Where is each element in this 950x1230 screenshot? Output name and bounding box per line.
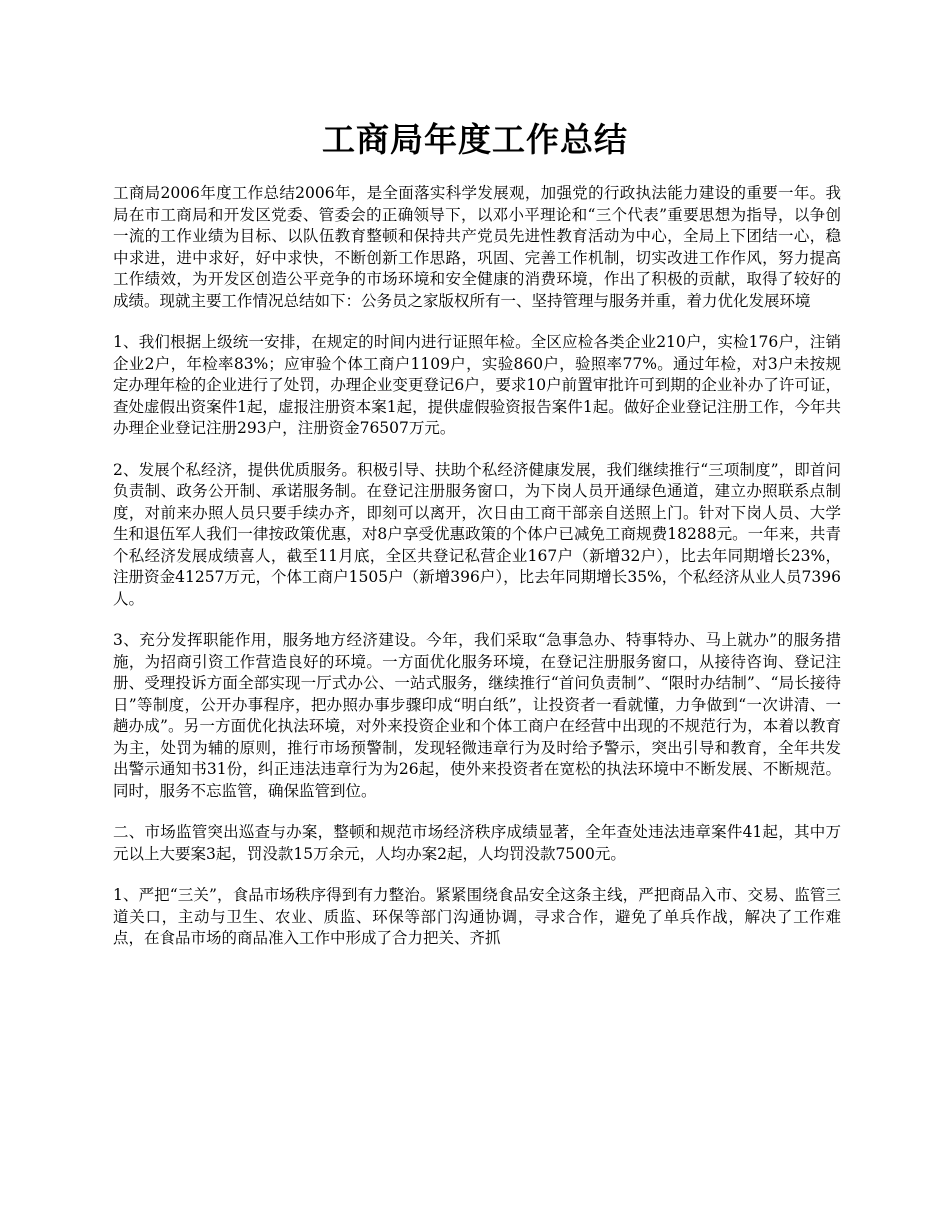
document-title: 工商局年度工作总结 [322,120,628,159]
paragraph-market-supervision: 二、市场监管突出巡查与办案，整顿和规范市场经济秩序成绩显著，全年查处违法违章案件41起，其中万元以上大要案3起，罚没款15万余元，人均办案2起，人均罚没款7500元。 [113,823,841,863]
paragraph-service-economy: 3、充分发挥职能作用，服务地方经济建设。今年，我们采取“急事急办、特事特办、马上就办”的服务措施，为招商引资工作营造良好的环境。一方面优化服务环境，在登记注册服务窗口，从接待咨询、登记注册、受理投诉方面全部实现一厅式办公、一站式服务，继续推行“首问负责制”、“限时办结制”、“局长接待日”等制度，公开办事程序，把办照办事步骤印成“明白纸”，让投资者一看就懂，力争做到“一次讲清、一趟办成”。另一方面优化执法环境，对外来投资企业和个体工商户在经营中出现的不规范行为，本着以教育为主，处罚为辅的原则，推行市场预警制，发现轻微违章行为及时给予警示，突出引导和教育，全年共发出警示通知书31份，纠正违法违章行为为26起，使外来投资者在宽松的执法环境中不断发展、不断规范。同时，服务不忘监管，确保监管到位。 [113,631,841,800]
document-body [113,183,841,970]
paragraph-food-market: 1、严把“三关”，食品市场秩序得到有力整治。紧紧围绕食品安全这条主线，严把商品入市、交易、监管三道关口，主动与卫生、农业、质监、环保等部门沟通协调，寻求合作，避免了单兵作战，解决了工作难点，在食品市场的商品准入工作中形成了合力把关、齐抓 [113,886,841,947]
paragraph-annual-inspection: 1、我们根据上级统一安排，在规定的时间内进行证照年检。全区应检各类企业210户，实检176户，注销企业2户，年检率83%；应审验个体工商户1109户，实验860户，验照率77%。通过年检，对3户未按规定办理年检的企业进行了处罚，办理企业变更登记6户，要求10户前置审批许可到期的企业补办了许可证，查处虚假出资案件1起，虚报注册资本案1起，提供虚假验资报告案件1起。做好企业登记注册工作，今年共办理企业登记注册293户，注册资金76507万元。 [113,333,841,437]
paragraph-private-economy: 2、发展个私经济，提供优质服务。积极引导、扶助个私经济健康发展，我们继续推行“三项制度”，即首问负责制、政务公开制、承诺服务制。在登记注册服务窗口，为下岗人员开通绿色通道，建立办照联系点制度，对前来办照人员只要手续办齐，即刻可以离开，次日由工商干部亲自送照上门。针对下岗人员、大学生和退伍军人我们一律按政策优惠，对8户享受优惠政策的个体户已减免工商规费18288元。一年来，共青个私经济发展成绩喜人，截至11月底，全区共登记私营企业167户（新增32户），比去年同期增长23%，注册资金41257万元，个体工商户1505户（新增396户），比去年同期增长35%，个私经济从业人员7396人。 [113,460,841,608]
paragraph-intro: 工商局2006年度工作总结2006年，是全面落实科学发展观，加强党的行政执法能力建设的重要一年。我局在市工商局和开发区党委、管委会的正确领导下，以邓小平理论和“三个代表”重要思想为指导，以争创一流的工作业绩为目标、以队伍教育整顿和保持共产党员先进性教育活动为中心，全局上下团结一心，稳中求进，进中求好，好中求快，不断创新工作思路，巩固、完善工作机制，切实改进工作作风，努力提高工作绩效，为开发区创造公平竞争的市场环境和安全健康的消费环境，作出了积极的贡献，取得了较好的成绩。现就主要工作情况总结如下：公务员之家版权所有一、坚持管理与服务并重，着力优化发展环境 [113,184,841,310]
